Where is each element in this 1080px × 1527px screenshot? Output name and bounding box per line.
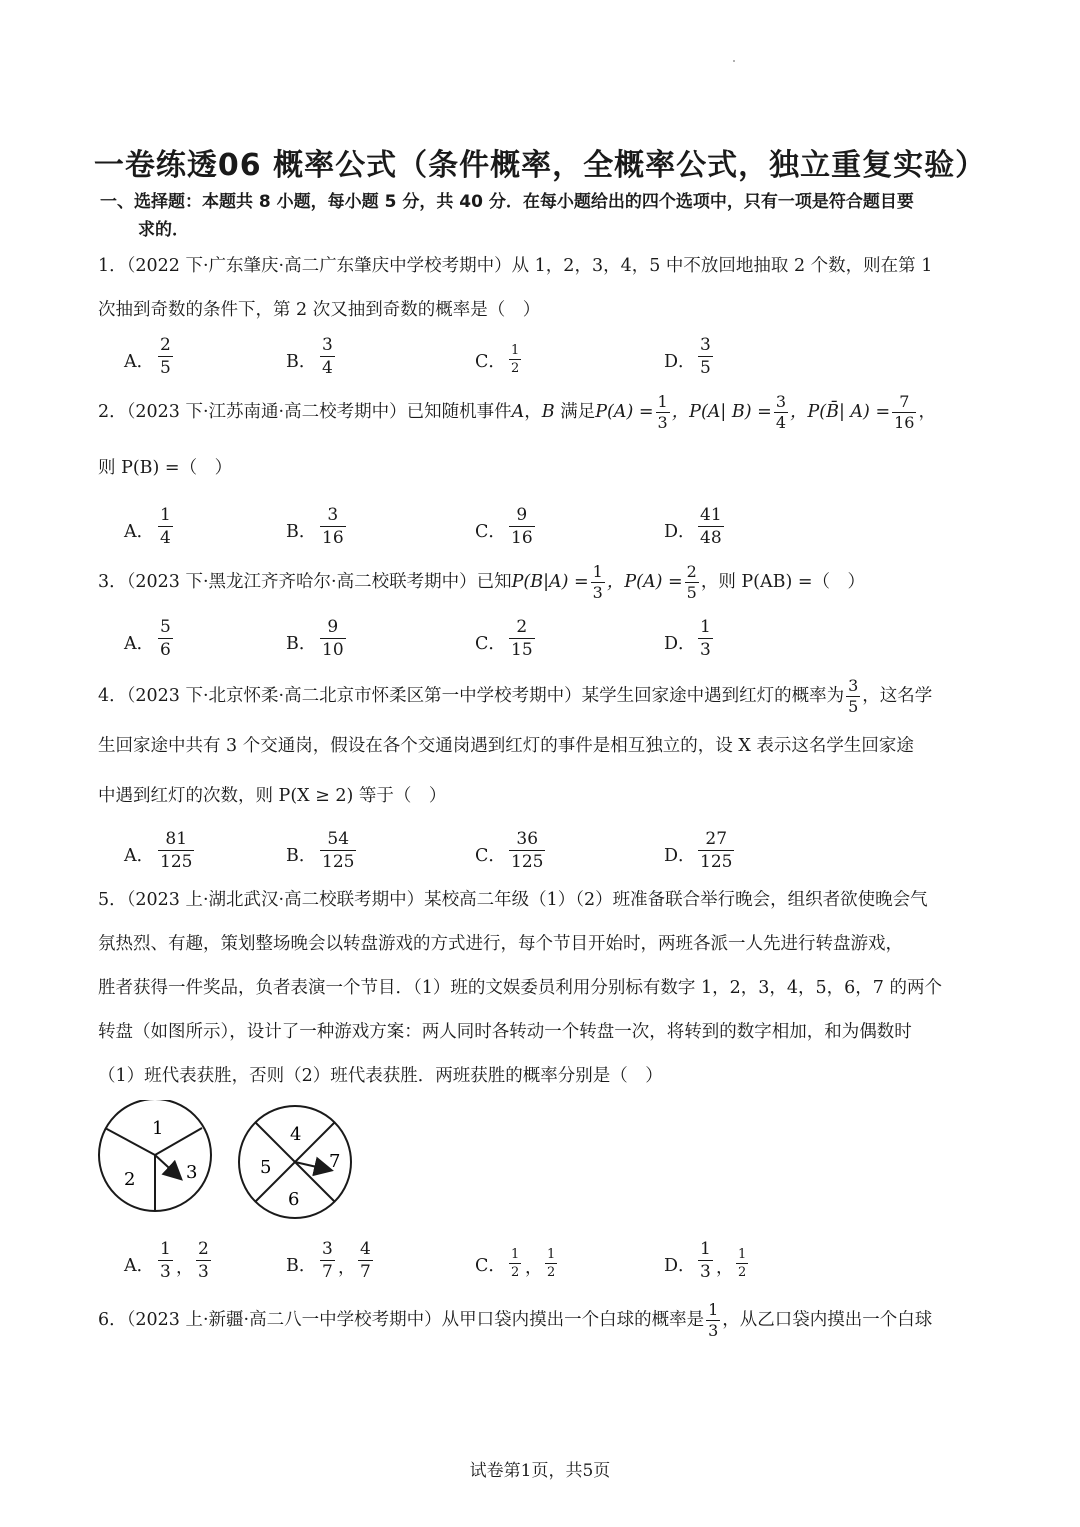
option-fraction: $\frac{2}{15}$ bbox=[511, 617, 533, 660]
option-label: C． bbox=[475, 1256, 506, 1276]
option-label: B． bbox=[286, 1256, 317, 1276]
option-fraction: $\frac{9}{10}$ bbox=[322, 617, 344, 660]
option-fraction: $\frac{1}{2}$ bbox=[511, 343, 520, 376]
spinner-wheel-1 bbox=[99, 1100, 211, 1211]
question-1 bbox=[98, 244, 988, 332]
option-fraction-2: $\frac{2}{3}$ bbox=[198, 1239, 209, 1282]
wheel-2-number-5: 5 bbox=[260, 1157, 272, 1178]
wheel-2-number-6: 6 bbox=[288, 1189, 300, 1210]
wheel-2-number-4: 4 bbox=[290, 1124, 302, 1145]
option-fraction: $\frac{54}{125}$ bbox=[322, 829, 355, 872]
option-fraction-1: $\frac{1}{3}$ bbox=[700, 1239, 711, 1282]
section-heading-line2: 求的． bbox=[138, 220, 189, 240]
question-4 bbox=[98, 674, 988, 818]
question-3 bbox=[98, 560, 988, 604]
page-footer: 试卷第1页，共5页 bbox=[469, 1461, 611, 1481]
option-label: C． bbox=[475, 634, 506, 654]
question-4-line3: 中遇到红灯的次数，则 P(X ≥ 2) 等于（ ） bbox=[98, 786, 447, 806]
question-6-line1: 6．（2023 上·新疆·高二八一中学校考期中）从甲口袋内摸出一个白球的概率是 $\frac{1}{3}$ ，从乙口袋内摸出一个白球 bbox=[98, 1300, 933, 1340]
wheel-1-number-3: 3 bbox=[186, 1162, 198, 1183]
option-label: B． bbox=[286, 522, 317, 542]
option-fraction-1: $\frac{3}{7}$ bbox=[322, 1239, 333, 1282]
question-5-options: A． $\frac{1}{3}$ ， $\frac{2}{3}$ B． $\frac{3}{7}$ ， $\frac{4}{7}$ C． $\frac{1}{2}$ ， $\frac{1}{2}$ D． $\frac{1}{3}$ ， $\frac{1}{2}$ bbox=[124, 1239, 747, 1282]
question-2-line2: 则 P(B) =（ ） bbox=[98, 458, 233, 478]
question-4-line2: 生回家途中共有 3 个交通岗，假设在各个交通岗遇到红灯的事件是相互独立的，设 X 表示这名学生回家途 bbox=[98, 736, 914, 756]
question-5 bbox=[98, 878, 988, 1098]
option-fraction-1: $\frac{1}{2}$ bbox=[511, 1247, 520, 1280]
question-5-line5: （1）班代表获胜，否则（2）班代表获胜．两班获胜的概率分别是（ ） bbox=[98, 1066, 663, 1086]
option-label: C． bbox=[475, 352, 506, 372]
question-2-options bbox=[124, 504, 824, 556]
section-heading bbox=[100, 188, 990, 244]
option-label: B． bbox=[286, 352, 317, 372]
option-fraction: $\frac{5}{6}$ bbox=[160, 617, 171, 660]
option-label: A． bbox=[124, 522, 155, 542]
question-2 bbox=[98, 390, 988, 490]
spinner-figure bbox=[90, 1100, 370, 1230]
option-fraction: $\frac{36}{125}$ bbox=[511, 829, 544, 872]
option-fraction: $\frac{41}{48}$ bbox=[700, 505, 722, 548]
option-fraction: $\frac{3}{5}$ bbox=[700, 335, 711, 378]
option-fraction: $\frac{27}{125}$ bbox=[700, 829, 733, 872]
page-title: 一卷练透06 概率公式（条件概率，全概率公式，独立重复实验） bbox=[93, 148, 987, 183]
question-3-options bbox=[124, 616, 824, 668]
option-fraction-2: $\frac{1}{2}$ bbox=[547, 1247, 556, 1280]
option-label: D． bbox=[664, 846, 696, 866]
question-1-options bbox=[124, 334, 824, 386]
question-4-line1: 4．（2023 下·北京怀柔·高二北京市怀柔区第一中学校考期中）某学生回家途中遇到红灯的概率为 $\frac{3}{5}$ ，这名学 bbox=[98, 676, 933, 716]
scan-speck bbox=[733, 60, 735, 62]
option-label: D． bbox=[664, 634, 696, 654]
spinner-wheel-2 bbox=[239, 1106, 351, 1218]
option-label: B． bbox=[286, 846, 317, 866]
option-fraction-2: $\frac{1}{2}$ bbox=[738, 1247, 747, 1280]
option-label: C． bbox=[475, 846, 506, 866]
question-1-line2: 次抽到奇数的条件下，第 2 次又抽到奇数的概率是（ ） bbox=[98, 300, 541, 320]
option-fraction: $\frac{9}{16}$ bbox=[511, 505, 533, 548]
option-fraction: $\frac{3}{16}$ bbox=[322, 505, 344, 548]
option-label: C． bbox=[475, 522, 506, 542]
option-fraction-2: $\frac{4}{7}$ bbox=[360, 1239, 371, 1282]
option-fraction: $\frac{3}{4}$ bbox=[322, 335, 333, 378]
option-fraction: $\frac{1}{4}$ bbox=[160, 505, 171, 548]
wheel-1-number-1: 1 bbox=[152, 1118, 164, 1139]
option-label: D． bbox=[664, 522, 696, 542]
question-5-line3: 胜者获得一件奖品，负者表演一个节目．（1）班的文娱委员利用分别标有数字 1，2，3，4，5，6，7 的两个 bbox=[98, 978, 942, 998]
option-label: A． bbox=[124, 1256, 155, 1276]
spinner-arrow bbox=[155, 1155, 180, 1178]
option-label: B． bbox=[286, 634, 317, 654]
wheel-2-number-7: 7 bbox=[329, 1151, 341, 1172]
question-1-line1: 1．（2022 下·广东肇庆·高二广东肇庆中学校考期中）从 1，2，3，4，5 中不放回地抽取 2 个数，则在第 1 bbox=[98, 256, 933, 276]
question-5-line4: 转盘（如图所示），设计了一种游戏方案：两人同时各转动一个转盘一次，将转到的数字相加，和为偶数时 bbox=[98, 1022, 912, 1042]
option-fraction-1: $\frac{1}{3}$ bbox=[160, 1239, 171, 1282]
option-fraction: $\frac{1}{3}$ bbox=[700, 617, 711, 660]
option-label: A． bbox=[124, 846, 155, 866]
option-label: D． bbox=[664, 352, 696, 372]
option-label: D． bbox=[664, 1256, 696, 1276]
question-6 bbox=[98, 1298, 988, 1342]
question-5-line1: 5．（2023 上·湖北武汉·高二校联考期中）某校高二年级（1）（2）班准备联合举行晚会，组织者欲使晚会气 bbox=[98, 890, 928, 910]
option-label: A． bbox=[124, 634, 155, 654]
question-3-line1: 3．（2023 下·黑龙江齐齐哈尔·高二校联考期中）已知P(B|A) = $\frac{1}{3}$ ，P(A) = $\frac{2}{5}$ ，则 P(AB) =（ ） bbox=[98, 562, 866, 602]
option-fraction: $\frac{81}{125}$ bbox=[160, 829, 193, 872]
question-5-line2: 氛热烈、有趣，策划整场晚会以转盘游戏的方式进行，每个节目开始时，两班各派一人先进行转盘游戏， bbox=[98, 934, 903, 954]
question-4-options bbox=[124, 828, 824, 880]
section-heading-line1: 一、选择题：本题共 8 小题，每小题 5 分，共 40 分．在每小题给出的四个选项中，只有一项是符合题目要 bbox=[100, 192, 914, 212]
option-label: A． bbox=[124, 352, 155, 372]
question-2-line1: 2．（2023 下·江苏南通·高二校考期中）已知随机事件A，B 满足P(A) = $\frac{1}{3}$ ，P(A| B) = $\frac{3}{4}$ ，P(B̄| A) = $\frac{7}{16}$ ， bbox=[98, 392, 936, 432]
wheel-1-number-2: 2 bbox=[124, 1169, 136, 1190]
option-fraction: $\frac{2}{5}$ bbox=[160, 335, 171, 378]
